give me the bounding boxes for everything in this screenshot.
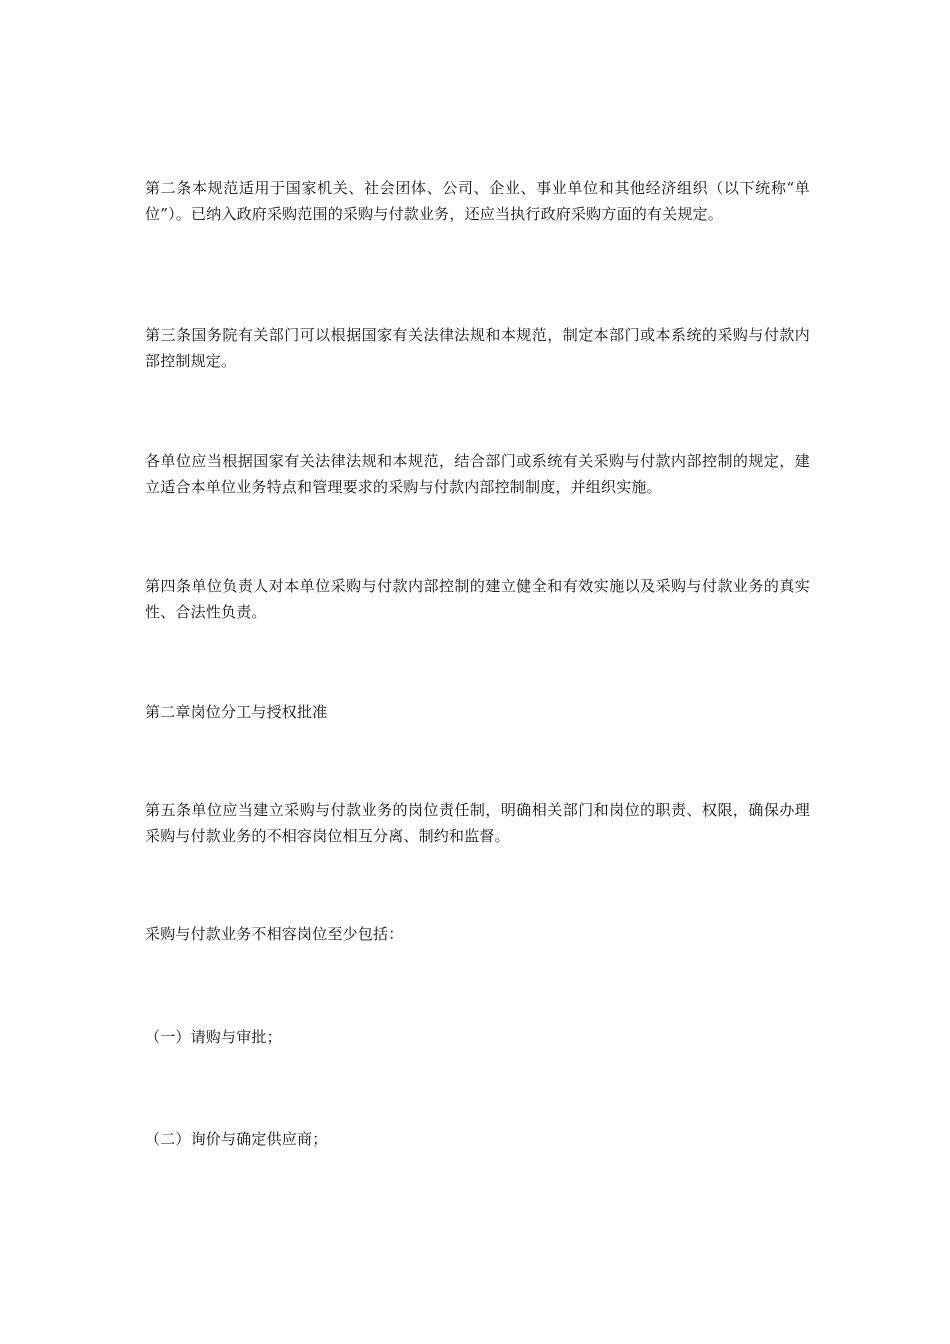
chapter-heading: 第二章岗位分工与授权批准 (145, 703, 328, 721)
paragraph-article-4: 第四条单位负责人对本单位采购与付款内部控制的建立健全和有效实施以及采购与付款业务的真实性、合法性负责。 (145, 577, 810, 621)
paragraph-article-3: 第三条国务院有关部门可以根据国家有关法律法规和本规范，制定本部门或本系统的采购与付款内部控制规定。 (145, 326, 810, 370)
paragraph-unit-implementation: 各单位应当根据国家有关法律法规和本规范，结合部门或系统有关采购与付款内部控制的规定，建立适合本单位业务特点和管理要求的采购与付款内部控制制度，并组织实施。 (145, 452, 810, 496)
paragraph-article-5: 第五条单位应当建立采购与付款业务的岗位责任制，明确相关部门和岗位的职责、权限，确保办理采购与付款业务的不相容岗位相互分离、制约和监督。 (145, 801, 810, 845)
paragraph-article-2: 第二条本规范适用于国家机关、社会团体、公司、企业、事业单位和其他经济组织（以下统称“单位”）。已纳入政府采购范围的采购与付款业务，还应当执行政府采购方面的有关规定。 (145, 179, 810, 223)
list-item-2: （二）询价与确定供应商； (145, 1130, 328, 1148)
paragraph-incompatible-positions: 采购与付款业务不相容岗位至少包括： (145, 925, 404, 943)
list-item-1: （一）请购与审批； (145, 1028, 282, 1046)
